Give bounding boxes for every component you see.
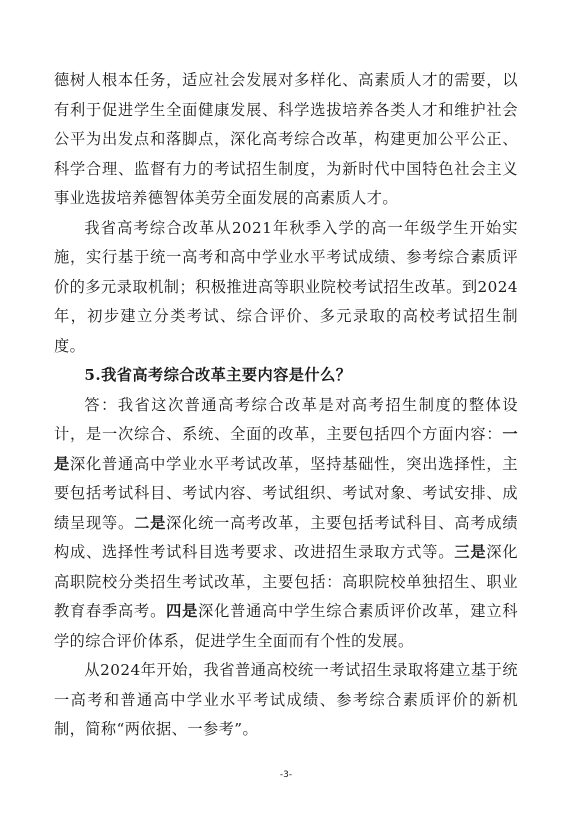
item2-marker: 二是 [134,513,167,532]
item3-text: 深化高职院校分类招生考试改革，主要包括：高职院校单独招生、职业教育春季高考。 [54,543,518,620]
paragraph-reform-timeline: 我省高考综合改革从2021年秋季入学的高一年级学生开始实施，实行基于统一高考和高中学业水平考试成绩、参考综合素质评价的多元录取机制；积极推进高等职业院校考试招生改革。到2024年，初步建立分类考试、综合评价、多元录取的高校考试招生制度。 [54,218,518,355]
paragraph-answer [54,391,518,657]
item1-text: 深化普通高中学业水平考试改革，坚持基础性，突出选择性，主要包括考试科目、考试内容、考试组织、考试对象、考试安排、成绩呈现等。 [54,454,518,532]
item4-text: 深化普通高中学生综合素质评价改革，建立科学的综合评价体系，促进学生全面而有个性的发展。 [54,602,518,650]
section-heading: 5.我省高考综合改革主要内容是什么？ [84,366,352,384]
paragraph-closing: 从2024年开始，我省普通高校统一考试招生录取将建立基于统一高考和普通高中学业水平考试成绩、参考综合素质评价的新机制，简称“两依据、一参考”。 [54,661,518,738]
item2-text: 深化统一高考改革，主要包括考试科目、高考成绩构成、选择性考试科目选考要求、改进招生录取方式等。 [54,513,518,561]
answer-intro: 答：我省这次普通高考综合改革是对高考招生制度的整体设计，是一次综合、系统、全面的改革，主要包括四个方面内容： [54,395,518,443]
paragraph-continued: 德树人根本任务，适应社会发展对多样化、高素质人才的需要，以有利于促进学生全面健康发展、科学选拔培养各类人才和维护社会公平为出发点和落脚点，深化高考综合改革，构建更加公平公正、科学合理、监督有力的考试招生制度，为新时代中国特色社会主义事业选拔培养德智体美劳全面发展的高素质人才。 [54,71,518,207]
item1-marker: 一是 [54,425,518,473]
item3-marker: 三是 [454,543,487,561]
item4-marker: 四是 [166,602,199,620]
page-number: -3- [279,770,293,780]
